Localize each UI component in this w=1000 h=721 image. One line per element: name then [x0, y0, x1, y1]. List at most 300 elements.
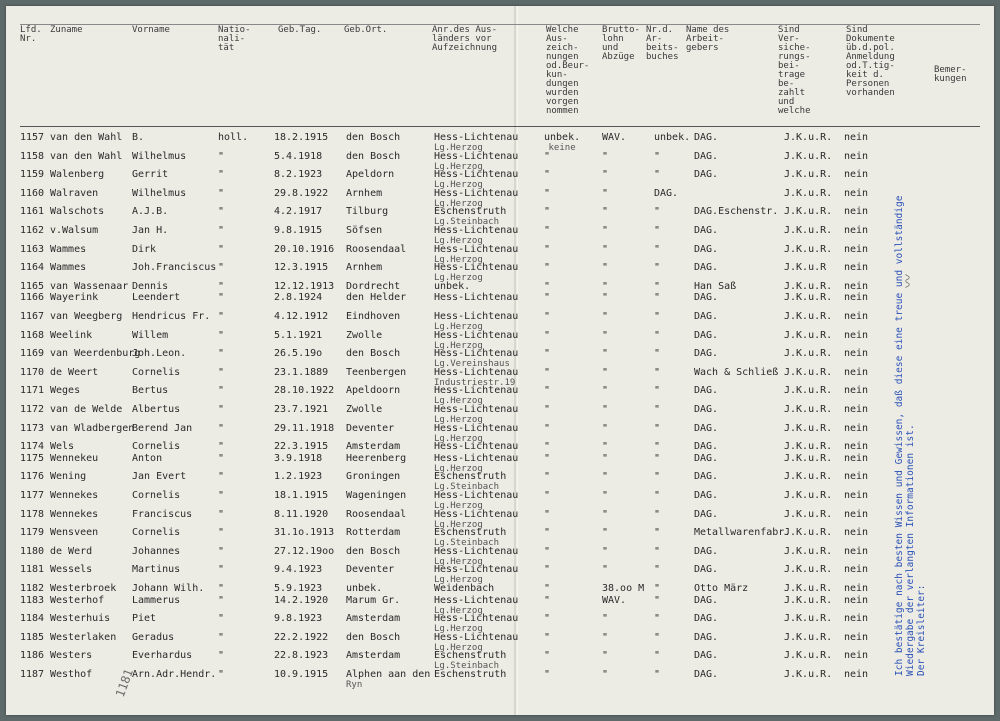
- cell-zuname: [50, 565, 92, 575]
- cell-vers-value: J.K.u.R.: [784, 132, 833, 143]
- cell-dok-value: nein: [844, 311, 869, 322]
- table-row: [6, 226, 994, 244]
- cell-nrd: [654, 565, 660, 575]
- cell-zuname: [50, 331, 92, 341]
- cell-dok-value: nein: [844, 187, 869, 199]
- cell-brutto: [602, 245, 608, 255]
- cell-gebort-value: Arnhem: [346, 187, 383, 199]
- cell-lfd-value: 1168: [20, 329, 45, 341]
- cell-welche: [544, 405, 550, 415]
- cell-arbeitgeber-value: DAG.: [694, 292, 719, 304]
- cell-vers-value: J.K.u.R.: [784, 225, 833, 236]
- cell-zuname: [50, 670, 92, 680]
- cell-arbeitgeber: [694, 263, 718, 273]
- cell-nrd-value: ": [654, 669, 661, 680]
- cell-lfd: [20, 510, 44, 520]
- cell-arbeitgeber: [694, 368, 778, 378]
- cell-vorname-value: Everhardus: [132, 650, 193, 662]
- cell-nrd: [654, 189, 678, 199]
- cell-dok: [844, 189, 868, 199]
- cell-gebtag-value: 23.7.1921: [274, 404, 329, 415]
- cell-anschrift-line2: Industriestr.19: [434, 377, 516, 388]
- cell-brutto: [602, 633, 608, 643]
- cell-vorname-value: Jan Evert: [132, 471, 187, 483]
- cell-vorname: [132, 349, 186, 359]
- cell-dok-value: nein: [844, 508, 869, 520]
- cell-anschrift-line2: Lg.Herzog: [434, 198, 483, 209]
- cell-gebort-value: Amsterdam: [346, 441, 401, 453]
- cell-nrd-value: ": [654, 650, 661, 662]
- cell-lfd: [20, 226, 44, 236]
- cell-gebtag-value: 18.1.1915: [274, 490, 329, 501]
- cell-gebtag: [274, 528, 334, 538]
- cell-arbeitgeber-value: DAG.: [694, 594, 719, 606]
- cell-brutto: [602, 596, 626, 606]
- cell-nrd: [654, 152, 660, 162]
- cell-lfd: [20, 528, 44, 538]
- cell-gebort-value: Apeldorn: [346, 169, 395, 181]
- cell-brutto: [602, 226, 608, 236]
- cell-arbeitgeber-value: DAG.: [694, 169, 719, 181]
- cell-arbeitgeber-value: Han Saß: [694, 280, 737, 292]
- cell-brutto: [602, 386, 608, 396]
- cell-vorname: [132, 170, 168, 180]
- cell-nrd: [654, 510, 660, 520]
- cell-vers-value: J.K.u.R.: [784, 490, 833, 501]
- cell-welche: [544, 282, 550, 292]
- cell-dok: [844, 472, 868, 482]
- cell-arbeitgeber: [694, 510, 718, 520]
- cell-gebort: [346, 349, 400, 359]
- cell-lfd-value: 1167: [20, 311, 45, 322]
- header-arbeitgeber: Name des Arbeit- gebers: [686, 25, 730, 53]
- cell-nrd: [654, 312, 660, 322]
- table-row: [6, 564, 994, 586]
- cell-vers-value: J.K.u.R.: [784, 404, 833, 415]
- cell-nat-value: ": [218, 441, 225, 453]
- cell-lfd-value: 1159: [20, 169, 45, 181]
- cell-brutto-value: ": [602, 650, 609, 662]
- cell-welche: [544, 633, 550, 643]
- cell-nrd: [654, 442, 660, 452]
- cell-vers: [784, 424, 832, 434]
- cell-anschrift-line2: Lg.Herzog: [434, 642, 483, 653]
- cell-dok: [844, 349, 868, 359]
- cell-welche: [544, 189, 550, 199]
- cell-anschrift-value: Hess-Lichtenau: [434, 613, 519, 625]
- cell-vers: [784, 491, 832, 501]
- cell-zuname-value: van de Welde: [50, 404, 123, 415]
- cell-dok: [844, 510, 868, 520]
- cell-lfd-value: 1181: [20, 564, 45, 576]
- header-rule: [20, 126, 980, 127]
- cell-vers: [784, 263, 826, 273]
- cell-vorname-value: Wilhelmus: [132, 150, 187, 162]
- cell-nat: [218, 312, 224, 322]
- cell-nat-value: ": [218, 631, 225, 643]
- cell-arbeitgeber: [694, 472, 718, 482]
- cell-lfd: [20, 596, 44, 606]
- cell-gebtag: [274, 312, 328, 322]
- cell-gebtag-value: 9.8.1915: [274, 225, 323, 236]
- cell-brutto-value: ": [602, 545, 609, 557]
- cell-zuname: [50, 245, 86, 255]
- cell-dok: [844, 133, 868, 143]
- cell-brutto-value: ": [602, 385, 609, 397]
- cell-zuname-value: van Weegberg: [50, 311, 123, 322]
- header-nat: Natio- nali- tät: [218, 25, 251, 53]
- cell-lfd: [20, 547, 44, 557]
- cell-nat-value: ": [218, 329, 225, 341]
- cell-gebort-value: Rotterdam: [346, 527, 401, 539]
- cell-lfd-value: 1177: [20, 490, 45, 501]
- cell-arbeitgeber-value: DAG.: [694, 471, 719, 483]
- cell-nrd-value: ": [654, 471, 661, 483]
- cell-arbeitgeber-value: DAG.: [694, 452, 719, 464]
- cell-gebort-value: Tilburg: [346, 206, 389, 218]
- cell-lfd: [20, 170, 44, 180]
- cell-welche-value: ": [544, 292, 551, 304]
- cell-gebtag: [274, 282, 334, 292]
- cell-dok-value: nein: [844, 669, 869, 680]
- cell-nat: [218, 633, 224, 643]
- cell-vorname-value: Willem: [132, 329, 169, 341]
- cell-gebort: [346, 133, 400, 143]
- cell-gebtag-value: 27.12.19oo: [274, 545, 335, 557]
- cell-arbeitgeber-value: DAG.: [694, 564, 719, 576]
- cell-brutto-value: ": [602, 490, 609, 501]
- cell-brutto: [602, 368, 608, 378]
- cell-gebort-value: Amsterdam: [346, 613, 401, 625]
- cell-gebtag-value: 12.12.1913: [274, 280, 335, 292]
- cell-zuname: [50, 152, 122, 162]
- cell-gebtag: [274, 565, 322, 575]
- cell-anschrift-value: Hess-Lichtenau: [434, 348, 519, 360]
- cell-nrd-value: ": [654, 385, 661, 397]
- cell-nat: [218, 670, 224, 680]
- table-row: [6, 152, 994, 170]
- table-row: [6, 385, 994, 407]
- cell-anschrift-value: Hess-Lichtenau: [434, 404, 519, 415]
- cell-anschrift: [434, 584, 494, 594]
- cell-vorname-value: B.: [132, 132, 145, 143]
- cell-nrd: [654, 331, 660, 341]
- cell-nat: [218, 584, 224, 594]
- cell-arbeitgeber-value: DAG.: [694, 385, 719, 397]
- cell-nat: [218, 472, 224, 482]
- cell-gebort: [346, 189, 382, 199]
- cell-vers-value: J.K.u.R.: [784, 452, 833, 464]
- cell-zuname: [50, 491, 98, 501]
- cell-brutto-value: ": [602, 564, 609, 576]
- cell-nat-value: ": [218, 669, 225, 680]
- cell-lfd-value: 1175: [20, 452, 45, 464]
- cell-vorname: [132, 133, 144, 143]
- cell-welche-value: ": [544, 243, 551, 255]
- cell-vorname-value: Franciscus: [132, 508, 193, 520]
- cell-zuname-value: Wennekes: [50, 508, 99, 520]
- cell-gebort: [346, 405, 382, 415]
- header-nrd: Nr.d. Ar- beits- buches: [646, 25, 679, 62]
- cell-vers-value: J.K.u.R.: [784, 613, 833, 625]
- cell-dok-value: nein: [844, 280, 869, 292]
- table-row: [6, 650, 994, 672]
- cell-welche: [544, 226, 550, 236]
- cell-welche-value: ": [544, 613, 551, 625]
- cell-gebort: [346, 226, 382, 236]
- cell-gebtag: [274, 424, 334, 434]
- cell-vorname-value: Gerrit: [132, 169, 169, 181]
- cell-nat-value: ": [218, 490, 225, 501]
- cell-lfd: [20, 670, 44, 680]
- cell-gebtag: [274, 245, 334, 255]
- cell-brutto-value: ": [602, 508, 609, 520]
- cell-zuname: [50, 207, 104, 217]
- cell-vers: [784, 633, 832, 643]
- cell-brutto: [602, 528, 608, 538]
- cell-anschrift-value: Hess-Lichtenau: [434, 225, 519, 236]
- cell-zuname: [50, 584, 116, 594]
- cell-anschrift: [434, 442, 518, 452]
- cell-vorname-value: Albertus: [132, 404, 181, 415]
- cell-nrd: [654, 245, 660, 255]
- cell-nat: [218, 282, 224, 292]
- certification-line: Ich bestätige nach besten Wissen und Gewissen, daß diese eine treue und vollständige Wiedergabe der verlangten Informationen ist. Der Kreisleiter:: [894, 195, 927, 676]
- cell-nat-value: ": [218, 594, 225, 606]
- cell-nrd-value: ": [654, 169, 661, 181]
- cell-nrd: [654, 596, 660, 606]
- cell-dok-value: nein: [844, 329, 869, 341]
- cell-welche: [544, 454, 550, 464]
- cell-nrd: [654, 133, 690, 143]
- cell-lfd-value: 1184: [20, 613, 45, 625]
- cell-vers-value: J.K.u.R.: [784, 508, 833, 520]
- cell-welche: [544, 152, 550, 162]
- header-welche: Welche Aus- zeich- nungen od.Beur- kun- dungen wurden vorgen nommen: [546, 25, 590, 116]
- cell-gebort-value: Söfsen: [346, 225, 383, 236]
- cell-anschrift-value: unbek.: [434, 280, 471, 292]
- cell-vorname: [132, 633, 174, 643]
- cell-dok: [844, 454, 868, 464]
- cell-zuname-value: Wels: [50, 441, 75, 453]
- cell-arbeitgeber-value: DAG.: [694, 348, 719, 360]
- cell-anschrift-line2: Lg.Herzog: [434, 236, 483, 246]
- cell-arbeitgeber-value: DAG.: [694, 150, 719, 162]
- header-zuname: Zuname: [50, 25, 83, 35]
- cell-vers: [784, 349, 832, 359]
- cell-arbeitgeber: [694, 349, 718, 359]
- cell-gebtag: [274, 349, 322, 359]
- cell-nat: [218, 405, 224, 415]
- cell-gebtag-value: 22.8.1923: [274, 650, 329, 662]
- cell-welche: [544, 547, 550, 557]
- cell-vers: [784, 312, 832, 322]
- cell-vorname-value: Bertus: [132, 385, 169, 397]
- cell-anschrift-value: Hess-Lichtenau: [434, 441, 519, 453]
- cell-welche-value: ": [544, 452, 551, 464]
- cell-brutto: [602, 293, 608, 303]
- cell-brutto: [602, 349, 608, 359]
- cell-anschrift-value: Hess-Lichtenau: [434, 545, 519, 557]
- cell-dok: [844, 386, 868, 396]
- cell-nat: [218, 510, 224, 520]
- cell-nrd-value: ": [654, 243, 661, 255]
- cell-brutto: [602, 133, 626, 143]
- cell-dok: [844, 670, 868, 680]
- cell-vers: [784, 614, 832, 624]
- cell-gebtag: [274, 472, 322, 482]
- cell-lfd: [20, 331, 44, 341]
- cell-gebort: [346, 207, 388, 217]
- cell-welche: [544, 207, 550, 217]
- cell-lfd: [20, 282, 44, 292]
- cell-lfd: [20, 614, 44, 624]
- cell-gebtag: [274, 189, 328, 199]
- cell-lfd-value: 1174: [20, 441, 45, 453]
- cell-gebort-value: Arnhem: [346, 262, 383, 274]
- cell-zuname-value: Walschots: [50, 206, 105, 218]
- cell-welche: [544, 596, 550, 606]
- cell-dok-value: nein: [844, 243, 869, 255]
- cell-dok-value: nein: [844, 583, 869, 594]
- cell-arbeitgeber: [694, 133, 718, 143]
- cell-arbeitgeber-value: DAG.: [694, 508, 719, 520]
- cell-vers-value: J.K.u.R.: [784, 631, 833, 643]
- cell-gebtag-value: 23.1.1889: [274, 366, 329, 378]
- cell-lfd-value: 1166: [20, 292, 45, 304]
- cell-nat-value: ": [218, 280, 225, 292]
- cell-vers: [784, 386, 832, 396]
- cell-anschrift-value: Hess-Lichtenau: [434, 631, 519, 643]
- cell-arbeitgeber-value: DAG.Eschenstr.: [694, 206, 779, 218]
- cell-arbeitgeber-value: DAG.: [694, 545, 719, 557]
- cell-lfd: [20, 293, 44, 303]
- cell-zuname: [50, 282, 128, 292]
- cell-welche-value: ": [544, 262, 551, 274]
- cell-welche: [544, 386, 550, 396]
- table-row: [6, 189, 994, 207]
- cell-zuname: [50, 312, 122, 322]
- cell-brutto-value: ": [602, 441, 609, 453]
- header-bem: Bemer- kungen: [934, 65, 967, 84]
- cell-gebtag-value: 22.2.1922: [274, 631, 329, 643]
- cell-brutto-value: ": [602, 613, 609, 625]
- cell-lfd-value: 1157: [20, 132, 45, 143]
- cell-arbeitgeber: [694, 312, 718, 322]
- cell-anschrift-line2: Lg.Herzog: [434, 273, 483, 284]
- cell-arbeitgeber-value: DAG.: [694, 329, 719, 341]
- cell-dok: [844, 651, 868, 661]
- cell-lfd: [20, 472, 44, 482]
- cell-welche-value: ": [544, 225, 551, 236]
- cell-vorname: [132, 312, 210, 322]
- cell-vorname: [132, 189, 186, 199]
- cell-lfd: [20, 263, 44, 273]
- cell-vorname-value: Cornelis: [132, 366, 181, 378]
- cell-nrd-value: ": [654, 225, 661, 236]
- cell-vorname-value: Dennis: [132, 280, 169, 292]
- cell-brutto-value: ": [602, 366, 609, 378]
- cell-arbeitgeber-value: DAG.: [694, 422, 719, 434]
- cell-arbeitgeber: [694, 633, 718, 643]
- cell-vers: [784, 670, 832, 680]
- cell-gebtag-value: 9.4.1923: [274, 564, 323, 576]
- cell-lfd: [20, 312, 44, 322]
- cell-nrd-value: ": [654, 292, 661, 304]
- cell-gebtag-value: 5.9.1923: [274, 583, 323, 594]
- cell-dok-value: nein: [844, 262, 869, 274]
- cell-nrd: [654, 282, 660, 292]
- cell-dok: [844, 491, 868, 501]
- cell-anschrift-value: Eschenstruth: [434, 669, 507, 680]
- cell-zuname: [50, 614, 110, 624]
- cell-nat-value: ": [218, 225, 225, 236]
- cell-dok-value: nein: [844, 366, 869, 378]
- cell-dok: [844, 405, 868, 415]
- cell-gebort-value: unbek.: [346, 583, 383, 594]
- cell-nat: [218, 226, 224, 236]
- cell-nrd: [654, 368, 660, 378]
- cell-arbeitgeber-value: Otto März: [694, 583, 749, 594]
- table-row: [6, 633, 994, 651]
- cell-nrd: [654, 207, 660, 217]
- cell-nat: [218, 491, 224, 501]
- cell-nrd-value: ": [654, 280, 661, 292]
- cell-vers-value: J.K.u.R.: [784, 280, 833, 292]
- cell-dok: [844, 152, 868, 162]
- cell-vers: [784, 170, 832, 180]
- cell-dok: [844, 565, 868, 575]
- cell-vorname: [132, 528, 180, 538]
- cell-anschrift-value: Hess-Lichtenau: [434, 452, 519, 464]
- cell-zuname-value: Walenberg: [50, 169, 105, 181]
- table-row: [6, 454, 994, 472]
- cell-vers-value: J.K.u.R: [784, 262, 827, 274]
- cell-brutto: [602, 454, 608, 464]
- cell-gebtag-value: 4.2.1917: [274, 206, 323, 218]
- cell-vers-value: J.K.u.R.: [784, 583, 833, 594]
- cell-brutto-value: ": [602, 631, 609, 643]
- cell-brutto: [602, 510, 608, 520]
- table-row: [6, 471, 994, 493]
- cell-gebort: [346, 651, 400, 661]
- cell-welche-value: ": [544, 583, 551, 594]
- cell-nat-value: ": [218, 169, 225, 181]
- cell-vorname: [132, 565, 180, 575]
- cell-vorname: [132, 584, 204, 594]
- table-row: [6, 312, 994, 330]
- cell-welche-value: ": [544, 311, 551, 322]
- cell-lfd-value: 1160: [20, 187, 45, 199]
- table-row: [6, 206, 994, 228]
- cell-zuname-value: Wayerink: [50, 292, 99, 304]
- cell-nat: [218, 442, 224, 452]
- cell-gebtag: [274, 614, 322, 624]
- cell-vers-value: J.K.u.R.: [784, 329, 833, 341]
- cell-dok-value: nein: [844, 206, 869, 218]
- cell-zuname-value: van den Wahl: [50, 150, 123, 162]
- cell-zuname: [50, 547, 92, 557]
- cell-dok-value: nein: [844, 404, 869, 415]
- cell-nat: [218, 133, 248, 143]
- cell-anschrift-value: Eschenstruth: [434, 471, 507, 483]
- cell-brutto-value: ": [602, 292, 609, 304]
- cell-brutto-value: ": [602, 404, 609, 415]
- cell-zuname-value: Wammes: [50, 262, 87, 274]
- cell-gebtag-value: 8.2.1923: [274, 169, 323, 181]
- cell-welche: [544, 584, 550, 594]
- cell-zuname: [50, 651, 92, 661]
